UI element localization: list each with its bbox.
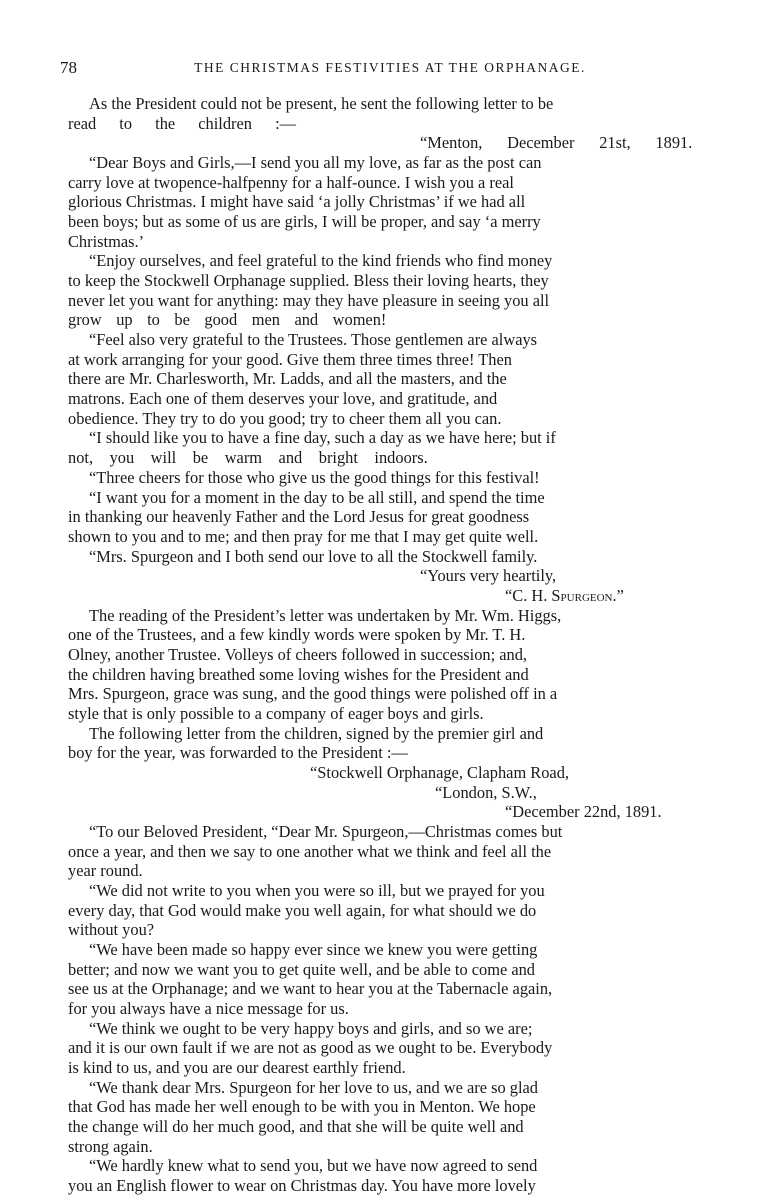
page-header	[60, 58, 720, 82]
text-line: “We thank dear Mrs. Spurgeon for her love to us, and we are so glad	[89, 1077, 538, 1097]
text-line: carry love at twopence-halfpenny for a half-ounce. I wish you a real	[68, 172, 514, 192]
text-line: “London, S.W.,	[435, 782, 537, 802]
signature: “C. H. Spurgeon.”	[505, 585, 624, 605]
text-line: shown to you and to me; and then pray for me that I may get quite well.	[68, 526, 539, 546]
text-line: “Enjoy ourselves, and feel grateful to the kind friends who find money	[89, 251, 553, 271]
text-line: been boys; but as some of us are girls, I will be proper, and say ‘a merry	[68, 212, 541, 231]
text-line: one of the Trustees, and a few kindly words were spoken by Mr. T. H.	[68, 625, 526, 645]
text-line: read to the children :—	[68, 113, 297, 133]
text-line: “Menton, December 21st, 1891.	[420, 133, 693, 153]
text-line: As the President could not be present, he sent the following letter to be	[89, 94, 554, 113]
text-line: “I want you for a moment in the day to be all still, and spend the time	[89, 487, 545, 507]
text-line: and it is our own fault if we are not as good as we ought to be. Everybody	[68, 1038, 553, 1058]
text-line: “Stockwell Orphanage, Clapham Road,	[310, 762, 569, 782]
text-line: “Mrs. Spurgeon and I both send our love to all the Stockwell family.	[89, 546, 538, 566]
text-line: is kind to us, and you are our dearest earthly friend.	[68, 1058, 406, 1077]
text-line: see us at the Orphanage; and we want to hear you at the Tabernacle again,	[68, 979, 553, 999]
text-line: “We did not write to you when you were so ill, but we prayed for you	[89, 880, 545, 900]
text-line: “We hardly knew what to send you, but we have now agreed to send	[89, 1156, 538, 1176]
text-line: not, you will be warm and bright indoors.	[68, 448, 428, 468]
text-line: Christmas.’	[68, 231, 145, 251]
text-line: “Feel also very grateful to the Trustees. Those gentlemen are always	[89, 330, 538, 350]
text-line: to keep the Stockwell Orphanage supplied. Bless their loving hearts, they	[68, 271, 549, 291]
text-line: glorious Christmas. I might have said ‘a jolly Christmas’ if we had all	[68, 192, 526, 212]
running-title: THE CHRISTMAS FESTIVITIES AT THE ORPHANAGE.	[194, 60, 586, 75]
text-line: obedience. They try to do you good; try to cheer them all you can.	[68, 408, 502, 428]
text-line: The following letter from the children, signed by the premier girl and	[89, 723, 544, 743]
text-line: “I should like you to have a fine day, such a day as we have here; but if	[89, 428, 556, 448]
text-line: that God has made her well enough to be with you in Menton. We hope	[68, 1097, 536, 1117]
text-line: in thanking our heavenly Father and the Lord Jesus for great goodness	[68, 507, 530, 527]
text-line: Olney, another Trustee. Volleys of cheers followed in succession; and,	[68, 644, 528, 664]
text-line: boy for the year, was forwarded to the President :—	[68, 743, 408, 763]
text-line: without you?	[68, 920, 155, 940]
text-line: Mrs. Spurgeon, grace was sung, and the good things were polished off in a	[68, 684, 558, 704]
text-line: matrons. Each one of them deserves your love, and gratitude, and	[68, 389, 498, 409]
text-line: never let you want for anything: may they have pleasure in seeing you all	[68, 290, 550, 310]
text-line: you an English flower to wear on Christmas day. You have more lovely	[68, 1176, 536, 1195]
text-line: “We think we ought to be very happy boys and girls, and so we are;	[89, 1018, 533, 1038]
text-line: “Yours very heartily,	[420, 566, 557, 586]
text-line: once a year, and then we say to one another what we think and feel all the	[68, 841, 552, 861]
text-line: the children having breathed some loving wishes for the President and	[68, 664, 529, 684]
text-line: at work arranging for your good. Give them three times three! Then	[68, 349, 512, 369]
text-line: year round.	[68, 861, 143, 881]
text-line: “To our Beloved President, “Dear Mr. Spurgeon,—Christmas comes but	[89, 821, 563, 841]
text-line: there are Mr. Charlesworth, Mr. Ladds, and all the masters, and the	[68, 369, 507, 389]
text-line: grow up to be good men and women!	[68, 310, 387, 330]
page-number: 78	[60, 58, 77, 77]
text-line: better; and now we want you to get quite well, and be able to come and	[68, 959, 535, 979]
text-line: “Three cheers for those who give us the good things for this festival!	[89, 467, 540, 487]
text-line: The reading of the President’s letter was undertaken by Mr. Wm. Higgs,	[89, 605, 562, 625]
text-line: the change will do her much good, and that she will be quite well and	[68, 1117, 524, 1136]
text-line: style that is only possible to a company of eager boys and girls.	[68, 703, 484, 723]
text-line: for you always have a nice message for us.	[68, 998, 349, 1018]
text-line: “Dear Boys and Girls,—I send you all my love, as far as the post can	[89, 153, 542, 172]
text-line: every day, that God would make you well again, for what should we do	[68, 900, 537, 920]
text-line: strong again.	[68, 1136, 153, 1156]
text-line: “December 22nd, 1891.	[505, 802, 662, 822]
text-line: “We have been made so happy ever since we knew you were getting	[89, 939, 538, 959]
